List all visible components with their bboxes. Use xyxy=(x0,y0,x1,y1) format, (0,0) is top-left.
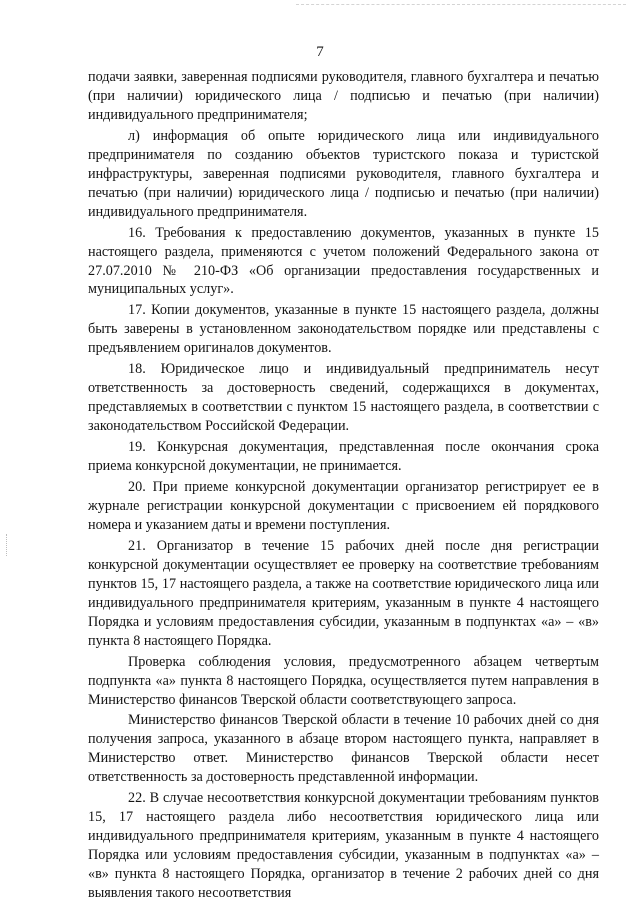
paragraph-17: 17. Копии документов, указанные в пункте 15 настоящего раздела, должны быть заверены в установленном законодательством порядке или представлены с предъявлением оригиналов документов. xyxy=(88,302,599,357)
scan-margin-marks xyxy=(6,534,9,556)
paragraph-continuation: подачи заявки, заверенная подписями руководителя, главного бухгалтера и печатью (при наличии) юридического лица / подписью и печатью (при наличии) индивидуального предпринимателя; xyxy=(88,69,599,123)
paragraph-20: 20. При приеме конкурсной документации организатор регистрирует ее в журнале регистрации конкурсной документации с присвоением ей порядкового номера и указанием даты и времени поступления. xyxy=(88,479,599,533)
document-body xyxy=(88,68,599,903)
paragraph-subitem-l: л) информация об опыте юридического лица или индивидуального предпринимателя по созданию объектов туристского показа и туристской инфраструктуры, заверенная подписями руководителя, главного бухгалтера и печатью (при наличии) юридического лица / подписью и печатью (при наличии) индивидуального предпринимателя. xyxy=(88,127,599,220)
paragraph-22: 22. В случае несоответствия конкурсной документации требованиям пунктов 15, 17 настоящего раздела либо несоответствия юридического лица или индивидуального предпринимателя критериям, указанным в пункте 4 настоящего Порядка или условиям предоставления субсидии, указанным в подпунктах «а» – «в» пункта 8 настоящего Порядка, организатор в течение 2 рабочих дней со дня выявления такого несоответствия xyxy=(88,790,599,902)
page-number: 7 xyxy=(316,44,324,60)
paragraph-21-check: Проверка соблюдения условия, предусмотренного абзацем четвертым подпункта «а» пункта 8 настоящего Порядка, осуществляется путем направления в Министерство финансов Тверской области соответствующего запроса. xyxy=(88,653,599,708)
scan-artifact-marks xyxy=(296,4,626,7)
paragraph-21-ministry: Министерство финансов Тверской области в течение 10 рабочих дней со дня получения запроса, указанного в абзаце втором настоящего пункта, направляет в Министерство ответ. Министерство финансов Тверской области несет ответственность за достоверность представленной информации. xyxy=(88,712,599,786)
paragraph-16: 16. Требования к предоставлению документов, указанных в пункте 15 настоящего раздела, применяются с учетом положений Федерального закона от 27.07.2010 № 210-ФЗ «Об организации предоставления государственных и муниципальных услуг». xyxy=(88,224,599,298)
paragraph-21: 21. Организатор в течение 15 рабочих дней после дня регистрации конкурсной документации осуществляет ее проверку на соответствие требованиям пунктов 15, 17 настоящего раздела, а также на соответствие юридического лица или индивидуального предпринимателя критериям, указанным в пункте 4 настоящего Порядка и условиям предоставления субсидии, указанным в подпунктах «а» – «в» пункта 8 настоящего Порядка. xyxy=(88,537,599,649)
paragraph-18: 18. Юридическое лицо и индивидуальный предприниматель несут ответственность за достоверность сведений, содержащихся в документах, представляемых в соответствии с пунктом 15 настоящего раздела, в соответствии с законодательством Российской Федерации. xyxy=(88,361,599,435)
paragraph-19: 19. Конкурсная документация, представленная после окончания срока приема конкурсной документации, не принимается. xyxy=(88,439,599,475)
